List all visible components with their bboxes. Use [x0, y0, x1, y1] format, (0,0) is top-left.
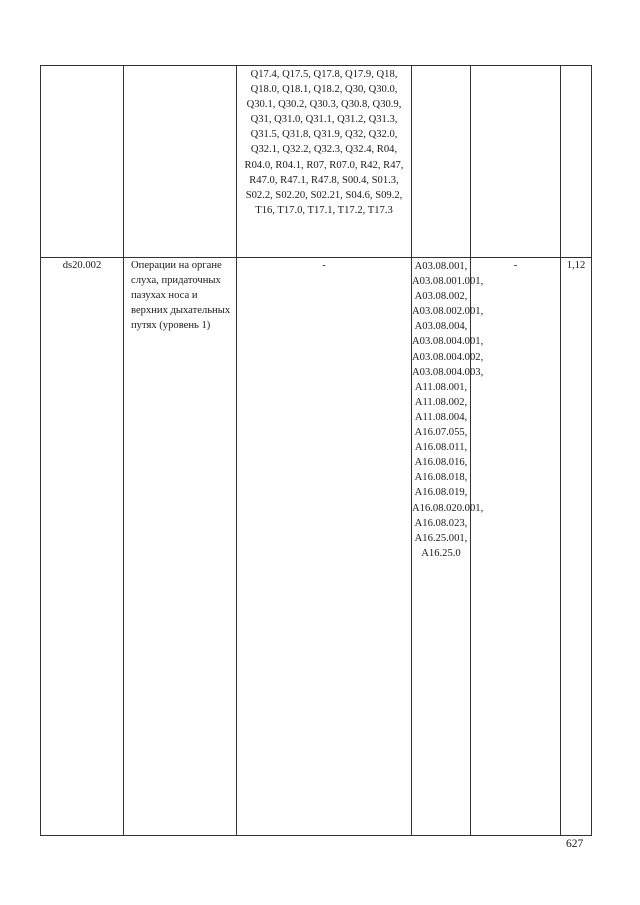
- icd-codes-cell: -: [237, 258, 412, 836]
- kpg-code-cell: ds20.002: [41, 258, 124, 836]
- service-code: A16.08.019,: [414, 487, 468, 499]
- service-code: A11.08.002,: [414, 396, 468, 408]
- table-row: [41, 66, 592, 258]
- service-codes-cell: [412, 258, 484, 836]
- service-code: A16.08.020.001,: [412, 502, 484, 514]
- service-code: A16.25.001,: [414, 532, 468, 544]
- icd-codes-cell: Q17.4, Q17.5, Q17.8, Q17.9, Q18, Q18.0, Q18.1, Q18.2, Q30, Q30.0, Q30.1, Q30.2, Q30.3, Q30.8, Q30.9, Q31, Q31.0, Q31.1, Q31.2, Q31.3, Q31.5, Q31.8, Q31.9, Q32, Q32.0, Q32.1, Q32.2, Q32.3, Q32.4, R04, R04.0, R04.1, R07, R07.0, R42, R47, R47.0, R47.1, R47.8, S00.4, S01.3, S02.2, S02.20, S02.21, S04.6, S09.2, T16, T17.0, T17.1, T17.2, T17.3: [237, 66, 412, 258]
- table-cell: [41, 66, 124, 258]
- service-code: A03.08.002.001,: [412, 306, 484, 318]
- service-code: A03.08.001.001,: [412, 276, 484, 288]
- table-cell: [471, 66, 561, 258]
- service-code: A16.25.0: [421, 547, 461, 559]
- service-code: A03.08.004,: [414, 321, 468, 333]
- coefficient-cell: 1,12: [561, 258, 592, 836]
- table-cell: [124, 66, 237, 258]
- page-number: 627: [566, 838, 584, 850]
- table-cell: [412, 66, 471, 258]
- tariff-table: [40, 65, 592, 836]
- service-code: A16.07.055,: [414, 427, 468, 439]
- service-code: A03.08.004.003,: [412, 366, 484, 378]
- service-code: A11.08.004,: [414, 411, 468, 423]
- service-code: A03.08.004.002,: [412, 351, 484, 363]
- service-code: A16.08.018,: [414, 472, 468, 484]
- extra-criteria-cell: -: [471, 258, 561, 836]
- table-row: [41, 258, 592, 836]
- service-code: A16.08.016,: [414, 457, 468, 469]
- service-code: A16.08.023,: [414, 517, 468, 529]
- service-code: A11.08.001,: [414, 381, 468, 393]
- service-code: A03.08.004.001,: [412, 336, 484, 348]
- service-code: A03.08.001,: [414, 261, 468, 272]
- service-code: A16.08.011,: [414, 442, 468, 454]
- service-code: A03.08.002,: [414, 291, 468, 303]
- table-cell: [561, 66, 592, 258]
- kpg-name-cell: Операции на органе слуха, придаточных пазухах носа и верхних дыхательных путях (уровень 1): [124, 258, 237, 836]
